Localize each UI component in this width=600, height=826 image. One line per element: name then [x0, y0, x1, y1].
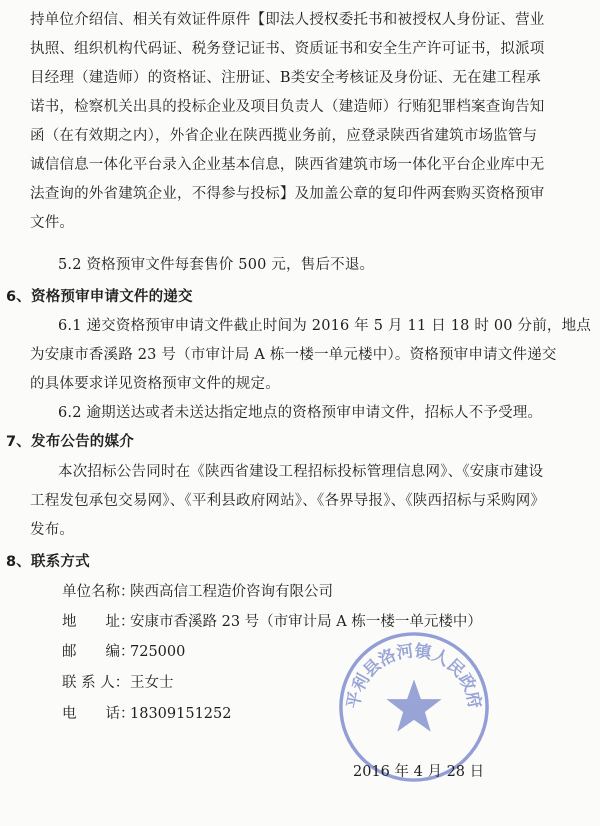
- contact-phone-label: 电 话：: [62, 706, 135, 722]
- body-line-5: 函（在有效期之内），外省企业在陕西揽业务前，应登录陕西省建筑市场监管与: [30, 128, 538, 144]
- contact-phone-row: [62, 704, 231, 724]
- body-line-3: 目经理（建造师）的资格证、注册证、B类安全考核证及身份证、无在建工程承: [30, 70, 541, 86]
- contact-unit-row: [62, 582, 333, 602]
- contact-phone-value: 18309151252: [130, 706, 232, 722]
- body-line-2: 执照、组织机构代码证、税务登记证书、资质证书和安全生产许可证书，拟派项: [30, 41, 545, 57]
- heading-6: 6、资格预审申请文件的递交: [6, 289, 193, 305]
- heading-8: 8、联系方式: [6, 554, 90, 570]
- seal-star-icon: [386, 679, 441, 731]
- section-7-line-1: 本次招标公告同时在《陕西省建设工程招标投标管理信息网》、《安康市建设: [58, 464, 544, 480]
- contact-address-value: 安康市香溪路 23 号（市审计局 A 栋一楼一单元楼中）: [130, 614, 482, 630]
- contact-unit-label: 单位名称：: [62, 584, 135, 600]
- section-6-1-line-3: 的具体要求详见资格预审文件的规定。: [30, 376, 280, 392]
- contact-zip-row: [62, 642, 185, 662]
- section-7-line-3: 发布。: [30, 522, 75, 538]
- contact-person-row: [62, 673, 174, 693]
- contact-zip-label: 邮 编：: [62, 644, 135, 660]
- contact-zip-value: 725000: [130, 644, 186, 660]
- section-7-line-2: 工程发包承包交易网》、《平利县政府网站》、《各界导报》、《陕西招标与采购网》: [30, 493, 546, 509]
- section-5-2: 5.2 资格预审文件每套售价 500 元，售后不退。: [58, 257, 375, 273]
- heading-7: 7、发布公告的媒介: [6, 434, 134, 450]
- document-date: 2016 年 4 月 28 日: [353, 764, 485, 780]
- contact-address-label: 地 址：: [62, 614, 135, 630]
- section-6-1-line-1: 6.1 递交资格预审申请文件截止时间为 2016 年 5 月 11 日 18 时 00 分前，地点: [58, 318, 592, 334]
- section-6-1-line-2: 为安康市香溪路 23 号（市审计局 A 栋一楼一单元楼中）。资格预审申请文件递交: [30, 347, 557, 363]
- contact-unit-value: 陕西高信工程造价咨询有限公司: [130, 584, 333, 600]
- contact-person-label: 联 系 人：: [62, 675, 130, 691]
- body-line-7: 法查询的外省建筑企业，不得参与投标】及加盖公章的复印件两套购买资格预审: [30, 186, 545, 202]
- contact-person-value: 王女士: [130, 675, 174, 691]
- seal-text: 平利县洛河镇人民政府: [342, 640, 486, 710]
- body-line-1: 持单位介绍信、相关有效证件原件【即法人授权委托书和被授权人身份证、营业: [30, 12, 545, 28]
- body-line-4: 诺书，检察机关出具的投标企业及项目负责人（建造师）行贿犯罪档案查询告知: [30, 99, 545, 115]
- section-6-2: 6.2 逾期送达或者未送达指定地点的资格预审申请文件，招标人不予受理。: [58, 405, 543, 421]
- body-line-6: 诚信信息一体化平台录入企业基本信息，陕西省建筑市场一体化平台企业库中无: [30, 157, 545, 173]
- body-line-8: 文件。: [30, 215, 75, 231]
